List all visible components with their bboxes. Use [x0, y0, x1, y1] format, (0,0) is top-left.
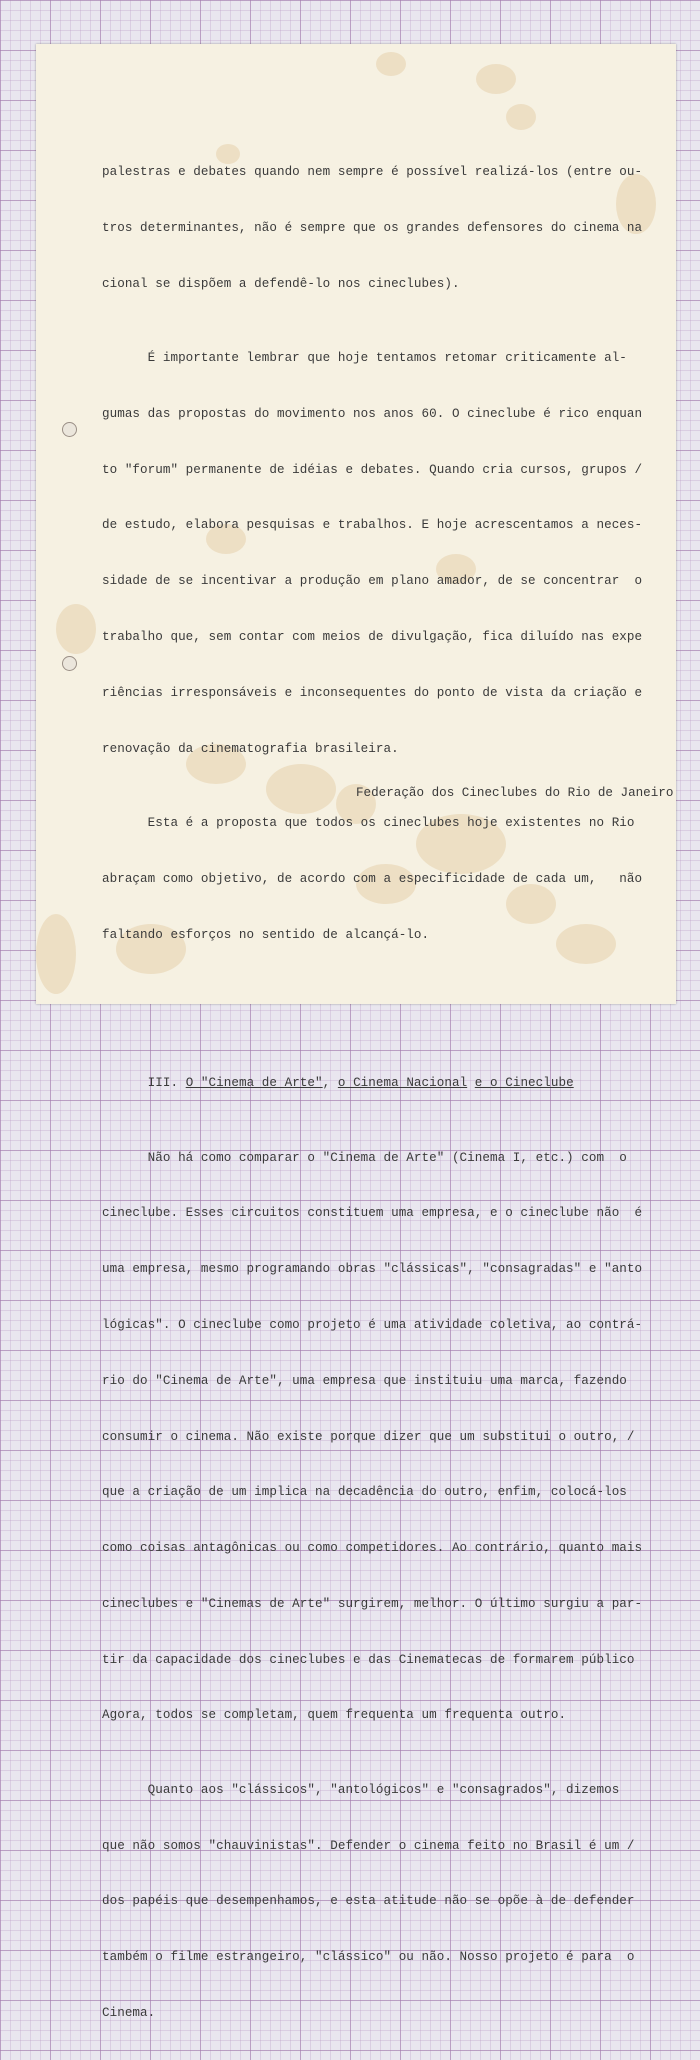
text-line: Esta é a proposta que todos os cineclubes hoje existentes no Rio — [102, 815, 635, 830]
text-line: riências irresponsáveis e inconsequentes do ponto de vista da criação e — [102, 685, 643, 700]
text-line: Agora, todos se completam, quem frequenta um frequenta outro. — [102, 1708, 567, 1723]
section-title-cinema-de-arte: O "Cinema de Arte" — [185, 1076, 323, 1091]
document-page — [36, 44, 676, 2020]
signature: Federação dos Cineclubes do Rio de Janeiro — [356, 786, 674, 800]
text-line: to "forum" permanente de idéias e debates. Quando cria cursos, grupos / — [102, 462, 643, 477]
text-line: tros determinantes, não é sempre que os grandes defensores do cinema na — [102, 220, 643, 235]
text-line: Não há como comparar o "Cinema de Arte" (Cinema I, etc.) com o — [102, 1150, 627, 1165]
text-line: de estudo, elabora pesquisas e trabalhos. E hoje acrescentamos a neces- — [102, 518, 643, 533]
text-line: trabalho que, sem contar com meios de divulgação, fica diluído nas expe — [102, 630, 643, 645]
blank-line — [102, 1000, 692, 1019]
text-line: uma empresa, mesmo programando obras "clássicas", "consagradas" e "anto — [102, 1262, 643, 1277]
text-line: faltando esforços no sentido de alcançá-lo. — [102, 927, 430, 942]
punch-hole-bottom — [62, 656, 77, 671]
section-title-separator: , — [322, 1076, 338, 1091]
text-line: renovação da cinematografia brasileira. — [102, 741, 399, 756]
text-line: também o filme estrangeiro, "clássico" ou não. Nosso projeto é para o — [102, 1950, 635, 1965]
text-line: gumas das propostas do movimento nos anos 60. O cineclube é rico enquan — [102, 406, 643, 421]
text-line: que não somos "chauvinistas". Defender o cinema feito no Brasil é um / — [102, 1838, 635, 1853]
text-line: tir da capacidade dos cineclubes e das Cinematecas de formarem público — [102, 1652, 635, 1667]
section-title-cinema-nacional: o Cinema Nacional — [337, 1076, 468, 1091]
text-line: sidade de se incentivar a produção em plano amador, de se concentrar o — [102, 574, 643, 589]
text-line: cional se dispõem a defendê-lo nos cineclubes). — [102, 276, 460, 291]
text-line: cineclubes e "Cinemas de Arte" surgirem, melhor. O último surgiu a par- — [102, 1596, 643, 1611]
text-line: palestras e debates quando nem sempre é possível realizá-los (entre ou- — [102, 165, 643, 180]
text-line: que a criação de um implica na decadência do outro, enfim, colocá-los — [102, 1485, 627, 1500]
document-body — [102, 126, 692, 2060]
section-number: III. — [147, 1076, 186, 1091]
text-line: abraçam como objetivo, de acordo com a especificidade de cada um, não — [102, 871, 643, 886]
section-title-separator — [467, 1076, 475, 1090]
section-heading — [102, 1074, 692, 1093]
text-line: consumir o cinema. Não existe porque dizer que um substitui o outro, / — [102, 1429, 635, 1444]
text-line: como coisas antagônicas ou como competidores. Ao contrário, quanto mais — [102, 1541, 643, 1556]
text-line: É importante lembrar que hoje tentamos retomar criticamente al- — [102, 351, 627, 366]
text-line: cineclube. Esses circuitos constituem uma empresa, e o cineclube não é — [102, 1206, 643, 1221]
text-line: dos papéis que desempenhamos, e esta atitude não se opõe à de defender — [102, 1894, 635, 1909]
text-line: rio do "Cinema de Arte", uma empresa que instituiu uma marca, fazendo — [102, 1373, 627, 1388]
text-line: lógicas". O cineclube como projeto é uma atividade coletiva, ao contrá- — [102, 1318, 643, 1332]
section-title-cineclube: e o Cineclube — [474, 1076, 574, 1091]
punch-hole-top — [62, 422, 77, 437]
text-line: Cinema. — [102, 2005, 156, 2020]
text-line: Quanto aos "clássicos", "antológicos" e "consagrados", dizemos — [102, 1782, 620, 1797]
